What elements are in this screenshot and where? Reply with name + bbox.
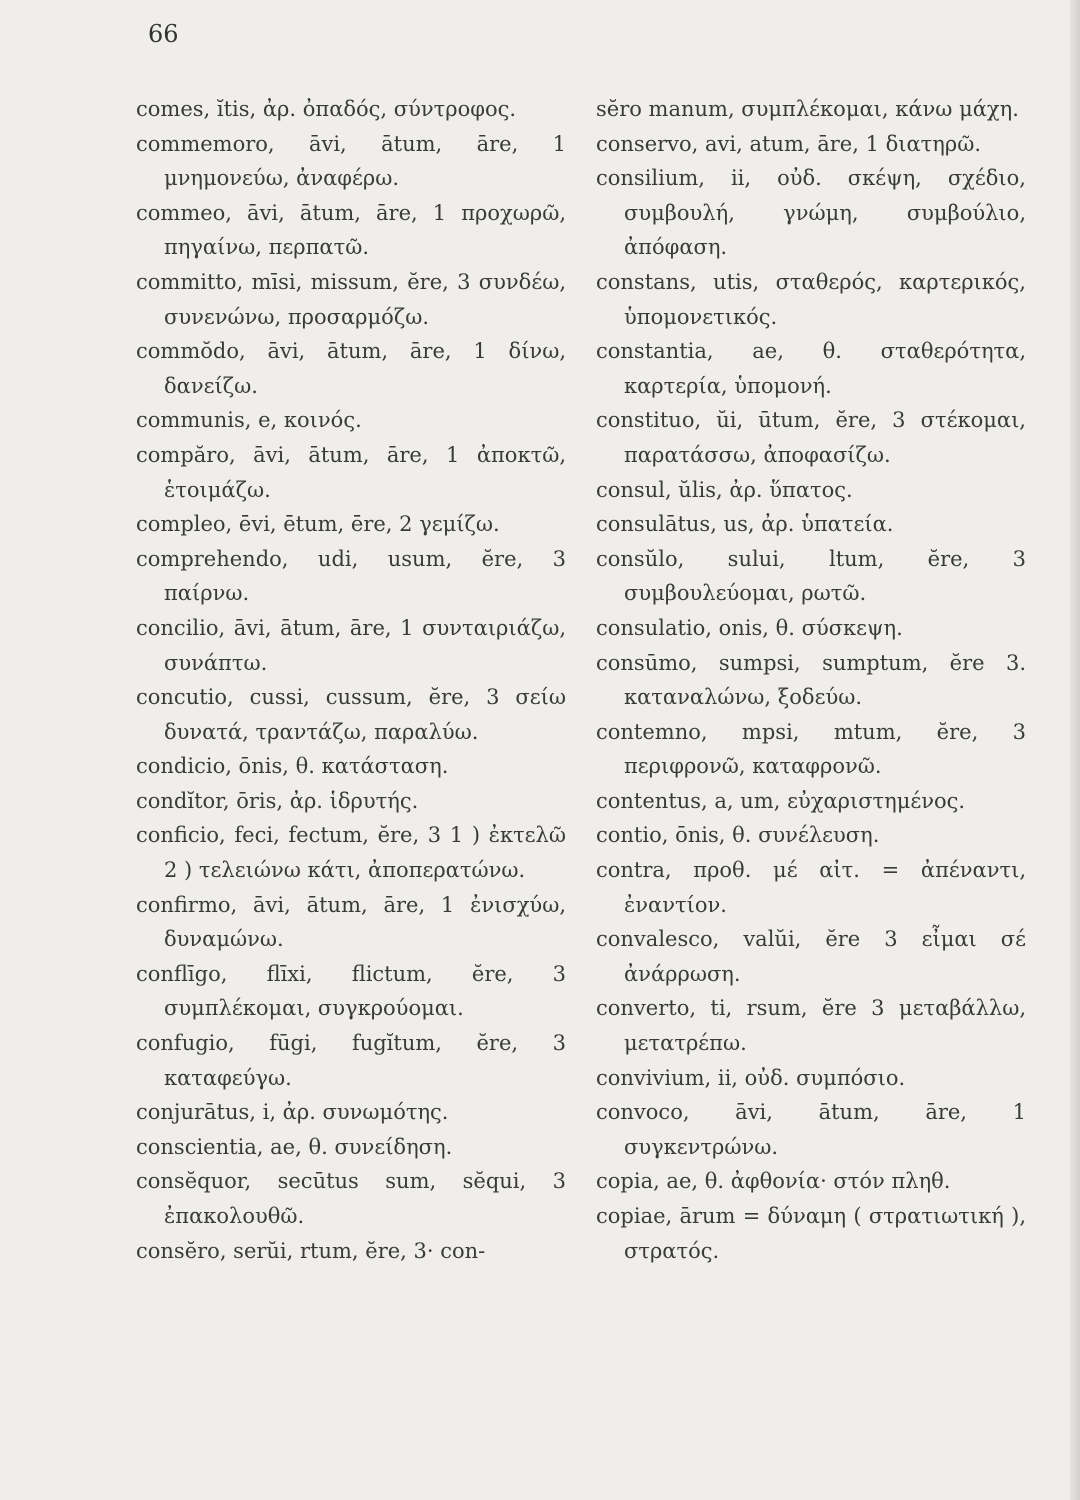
dictionary-entry: conflīgo, flīxi, flictum, ĕre, 3 συμπλέκομαι, συγκρούομαι. [136, 961, 566, 1021]
left-column [136, 92, 566, 1268]
dictionary-entry: contio, ōnis, θ. συνέλευση. [596, 823, 880, 848]
dictionary-entry: consŭlo, sului, ltum, ĕre, 3 συμβουλεύομαι, ρωτῶ. [596, 546, 1026, 606]
dictionary-entry: conscientia, ae, θ. συνείδηση. [136, 1134, 453, 1159]
dictionary-entry: converto, ti, rsum, ĕre 3 μεταβάλλω, μετατρέπω. [596, 996, 1026, 1056]
dictionary-entry: copiae, ārum = δύναμη ( στρατιωτική ), στρατός. [596, 1204, 1026, 1263]
dictionary-entry: consĕro, serŭi, rtum, ĕre, 3· con- [136, 1238, 486, 1263]
dictionary-entry: confirmo, āvi, ātum, āre, 1 ἐνισχύω, δυναμώνω. [136, 892, 566, 952]
dictionary-entry: commemoro, āvi, ātum, āre, 1 μνημονεύω, ἀναφέρω. [136, 131, 566, 191]
dictionary-entry: compleo, ēvi, ētum, ēre, 2 γεμίζω. [136, 512, 500, 537]
dictionary-entry: commeo, āvi, ātum, āre, 1 προχωρῶ, πηγαίνω, περπατῶ. [136, 200, 566, 260]
dictionary-entry: comes, ĭtis, ἀρ. ὀπαδός, σύντροφος. [136, 97, 517, 121]
dictionary-entry: committo, mīsi, missum, ĕre, 3 συνδέω, συνενώνω, προσαρμόζω. [136, 269, 566, 329]
dictionary-entry-continued: sĕro manum, συμπλέκομαι, κάνω μάχη. [596, 97, 1019, 121]
dictionary-entry: condĭtor, ōris, ἀρ. ἱδρυτής. [136, 788, 419, 813]
dictionary-entry: communis, e, κοινός. [136, 408, 362, 433]
dictionary-entry: contra, προθ. μέ αἰτ. = ἀπέναντι, ἐναντίον. [596, 858, 1026, 917]
dictionary-entry: condicio, ōnis, θ. κατάσταση. [136, 754, 449, 779]
dictionary-entry: contentus, a, um, εὐχαριστημένος. [596, 788, 966, 813]
dictionary-entry: comprehendo, udi, usum, ĕre, 3 παίρνω. [136, 546, 566, 606]
dictionary-entry: consĕquor, secūtus sum, sĕqui, 3 ἐπακολουθῶ. [136, 1169, 566, 1228]
dictionary-entry: convivium, ii, οὐδ. συμπόσιο. [596, 1065, 906, 1090]
dictionary-entry: constituo, ŭi, ūtum, ĕre, 3 στέκομαι, παρατάσσω, ἀποφασίζω. [596, 408, 1026, 467]
dictionary-entry: confugio, fūgi, fugĭtum, ĕre, 3 καταφεύγω. [136, 1031, 566, 1090]
page-number: 66 [148, 20, 179, 48]
dictionary-entry: contemno, mpsi, mtum, ĕre, 3 περιφρονῶ, καταφρονῶ. [596, 719, 1026, 779]
dictionary-entry: copia, ae, θ. ἀφθονία· στόν πληθ. [596, 1169, 951, 1194]
dictionary-entry: concilio, āvi, ātum, āre, 1 συνταιριάζω, συνάπτω. [136, 615, 566, 675]
page-edge-shadow [1070, 0, 1080, 1500]
dictionary-entry: convoco, āvi, ātum, āre, 1 συγκεντρώνω. [596, 1100, 1026, 1159]
dictionary-entry: conficio, feci, fectum, ĕre, 3 1 ) ἐκτελῶ 2 ) τελειώνω κάτι, ἀποπερατώνω. [136, 823, 566, 883]
dictionary-entry: consūmo, sumpsi, sumptum, ĕre 3. καταναλώνω, ξοδεύω. [596, 650, 1026, 710]
dictionary-entry: constans, utis, σταθερός, καρτερικός, ὑπομονετικός. [596, 269, 1026, 329]
right-column [596, 92, 1026, 1268]
dictionary-entry: convalesco, valŭi, ĕre 3 εἶμαι σέ ἀνάρρωση. [596, 927, 1026, 986]
dictionary-entry: consulatio, onis, θ. σύσκεψη. [596, 615, 903, 640]
dictionary-entry: consilium, ii, οὐδ. σκέψη, σχέδιο, συμβουλή, γνώμη, συμβούλιο, ἀπόφαση. [596, 166, 1026, 260]
dictionary-entry: compăro, āvi, ātum, āre, 1 ἀποκτῶ, ἑτοιμάζω. [136, 442, 566, 502]
dictionary-entry: conservo, avi, atum, āre, 1 διατηρῶ. [596, 131, 982, 156]
dictionary-entry: constantia, ae, θ. σταθερότητα, καρτερία, ὑπομονή. [596, 339, 1026, 398]
dictionary-entry: consul, ŭlis, ἀρ. ὕπατος. [596, 477, 853, 502]
dictionary-entry: commŏdo, āvi, ātum, āre, 1 δίνω, δανείζω. [136, 339, 566, 398]
dictionary-entry: conjurātus, i, ἀρ. συνωμότης. [136, 1100, 449, 1125]
dictionary-entry: consulātus, us, ἀρ. ὑπατεία. [596, 512, 894, 537]
dictionary-entry: concutio, cussi, cussum, ĕre, 3 σείω δυνατά, τραντάζω, παραλύω. [136, 685, 566, 744]
